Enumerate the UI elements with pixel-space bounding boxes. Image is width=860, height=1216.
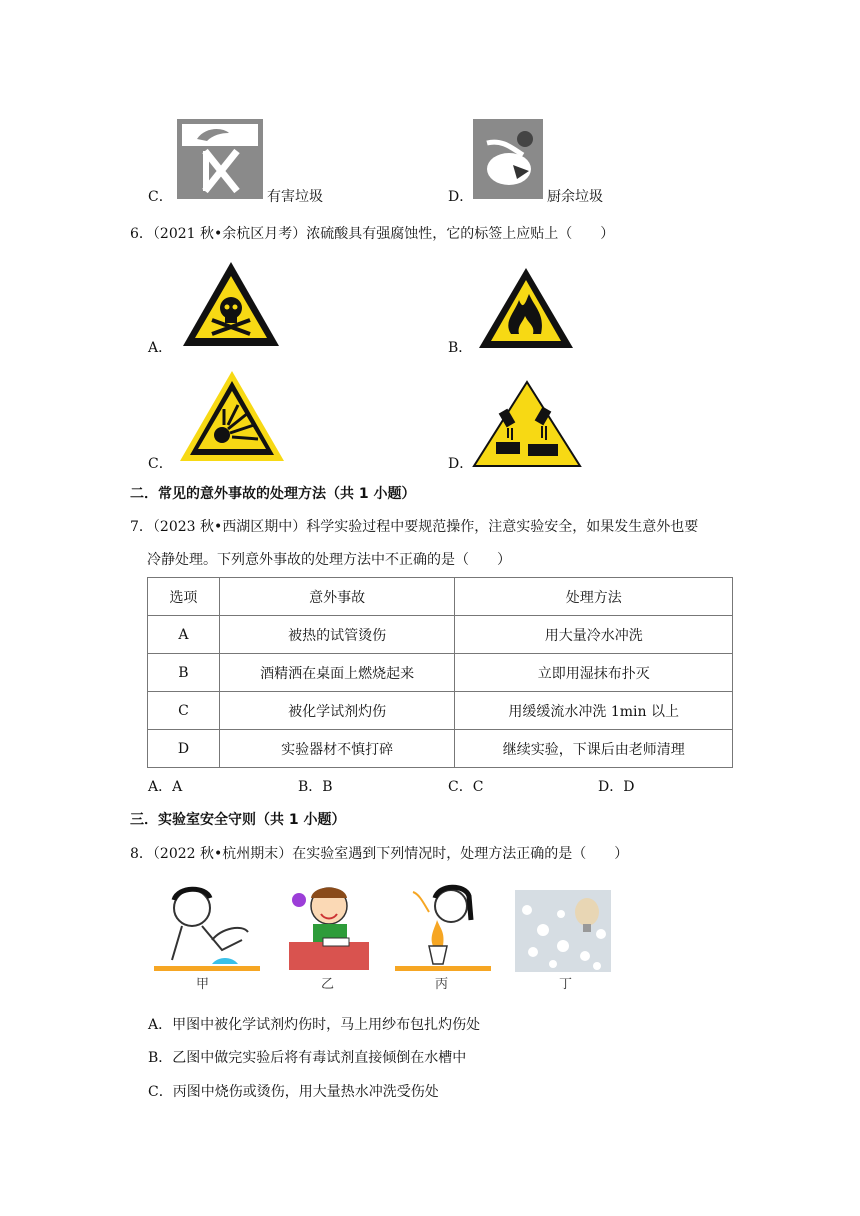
- table-cell: 立即用湿抹布扑灭: [455, 654, 733, 692]
- table-cell: 继续实验，下课后由老师清理: [455, 730, 733, 768]
- table-header-cell: 意外事故: [219, 578, 455, 616]
- figure-jia-illustration: [152, 880, 262, 992]
- table-row: [148, 730, 733, 768]
- figure-label-bing: 丙: [435, 977, 449, 992]
- table-cell: 被化学试剂灼伤: [219, 692, 455, 730]
- explosive-icon: [178, 369, 286, 465]
- option-c-letter: C．: [148, 189, 173, 205]
- q7-answer-a: A．A: [148, 779, 183, 795]
- option-d-label: 厨余垃圾: [547, 189, 603, 205]
- table-row: [148, 692, 733, 730]
- q6-option-b-letter: B．: [448, 340, 473, 356]
- table-cell: C: [148, 692, 220, 730]
- table-cell: 用大量冷水冲洗: [455, 616, 733, 654]
- option-c-label: 有害垃圾: [267, 189, 323, 205]
- table-header-cell: 选项: [148, 578, 220, 616]
- accident-table: [147, 577, 733, 768]
- q8-option-a: A．甲图中被化学试剂灼伤时，马上用纱布包扎灼伤处: [148, 1017, 481, 1033]
- q7-answer-c: C．C: [448, 779, 484, 795]
- hazardous-waste-icon: [177, 119, 263, 199]
- option-d-letter: D．: [448, 189, 474, 205]
- toxic-skull-icon: [179, 258, 283, 350]
- figure-ding-illustration: [513, 890, 613, 992]
- question-7-stem-line1: 7．（2023 秋•西湖区期中）科学实验过程中要规范操作，注意实验安全，如果发生意外也要: [130, 519, 699, 535]
- table-cell: A: [148, 616, 220, 654]
- corrosive-icon: [472, 380, 582, 468]
- figure-label-yi: 乙: [321, 977, 335, 992]
- figure-label-ding: 丁: [559, 977, 573, 992]
- q7-answer-b: B．B: [298, 779, 333, 795]
- q6-option-a-letter: A．: [148, 340, 173, 356]
- q8-option-c: C．丙图中烧伤或烫伤，用大量热水冲洗受伤处: [148, 1084, 439, 1100]
- table-cell: 实验器材不慎打碎: [219, 730, 455, 768]
- question-6-stem: 6．（2021 秋•余杭区月考）浓硫酸具有强腐蚀性，它的标签上应贴上（ ）: [130, 226, 615, 242]
- table-row: [148, 654, 733, 692]
- table-header-cell: 处理方法: [455, 578, 733, 616]
- table-cell: D: [148, 730, 220, 768]
- question-7-stem-line2: 冷静处理。下列意外事故的处理方法中不正确的是（ ）: [147, 552, 511, 568]
- question-8-stem: 8．（2022 秋•杭州期末）在实验室遇到下列情况时，处理方法正确的是（ ）: [130, 846, 629, 862]
- q6-option-c-letter: C．: [148, 456, 173, 472]
- food-waste-icon: [473, 119, 543, 199]
- table-cell: B: [148, 654, 220, 692]
- table-row: [148, 616, 733, 654]
- section-3-heading: 三．实验室安全守则（共 1 小题）: [130, 812, 346, 828]
- figure-bing-illustration: [393, 880, 493, 992]
- table-cell: 用缓缓流水冲洗 1min 以上: [455, 692, 733, 730]
- flammable-flame-icon: [475, 264, 577, 352]
- figure-yi-illustration: [283, 880, 373, 992]
- q7-answer-d: D．D: [598, 779, 635, 795]
- q8-option-b: B．乙图中做完实验后将有毒试剂直接倾倒在水槽中: [148, 1050, 467, 1066]
- figure-label-jia: 甲: [196, 977, 210, 992]
- table-cell: 酒精洒在桌面上燃烧起来: [219, 654, 455, 692]
- q6-option-d-letter: D．: [448, 456, 474, 472]
- table-header-row: [148, 578, 733, 616]
- table-cell: 被热的试管烫伤: [219, 616, 455, 654]
- section-2-heading: 二．常见的意外事故的处理方法（共 1 小题）: [130, 486, 416, 502]
